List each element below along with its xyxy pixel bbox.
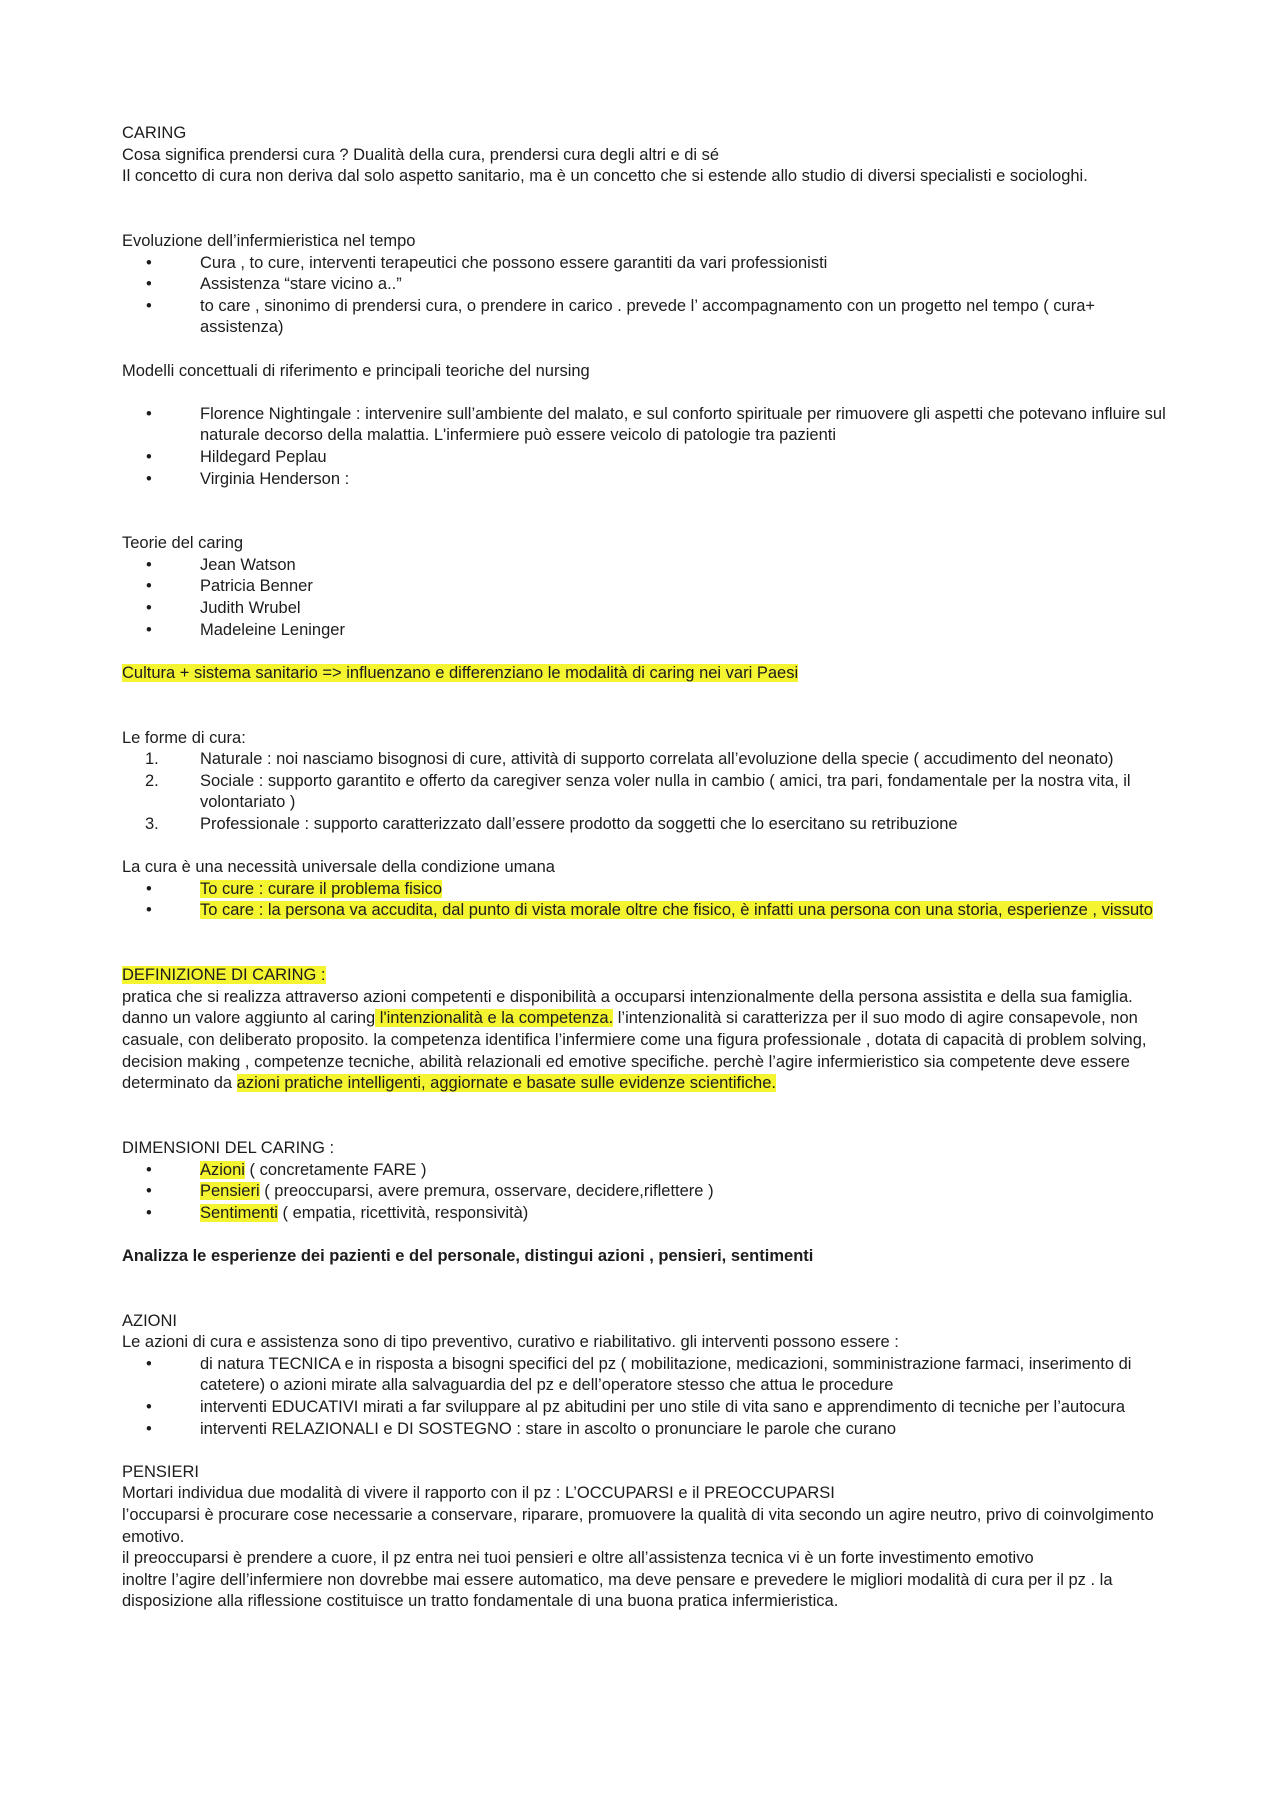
caring-line: Il concetto di cura non deriva dal solo aspetto sanitario, ma è un concetto che si estende allo studio di diversi specialisti e sociologhi. bbox=[122, 167, 1088, 186]
azioni-heading: AZIONI bbox=[122, 1311, 178, 1330]
azioni-list bbox=[122, 1354, 1172, 1440]
list-item bbox=[122, 598, 1172, 620]
forme-list bbox=[122, 749, 1172, 835]
dimensioni-list bbox=[122, 1160, 1172, 1225]
bullet-marker: • bbox=[146, 1203, 152, 1222]
necessita-heading: La cura è una necessità universale della condizione umana bbox=[122, 858, 555, 877]
list-item bbox=[122, 404, 1172, 447]
highlighted-text: l'intenzionalità e la competenza. bbox=[375, 1009, 614, 1028]
list-item bbox=[122, 900, 1172, 922]
list-item bbox=[122, 576, 1172, 598]
teorie-heading: Teorie del caring bbox=[122, 534, 244, 553]
list-item bbox=[122, 814, 1172, 836]
list-item-text: interventi RELAZIONALI e DI SOSTEGNO : stare in ascolto o pronunciare le parole che curano bbox=[200, 1419, 897, 1438]
list-item bbox=[122, 296, 1172, 339]
list-item-text: Naturale : noi nasciamo bisognosi di cure, attività di supporto correlata all’evoluzione della specie ( accudimento del neonato) bbox=[200, 750, 1114, 769]
list-item-text: Virginia Henderson : bbox=[200, 469, 350, 488]
pensieri-line: il preoccuparsi è prendere a cuore, il pz entra nei tuoi pensieri e oltre all’assistenza tecnica vi è un forte investimento emotivo bbox=[122, 1549, 1034, 1568]
list-item-text: interventi EDUCATIVI mirati a far sviluppare al pz abitudini per uno stile di vita sano e apprendimento di tecniche per l’autocura bbox=[200, 1398, 1126, 1417]
highlighted-term: Sentimenti bbox=[200, 1203, 278, 1222]
list-item bbox=[122, 1203, 1172, 1225]
bullet-marker: • bbox=[146, 1354, 152, 1373]
bullet-marker: • bbox=[146, 879, 152, 898]
list-item-text: ( empatia, ricettività, responsività) bbox=[277, 1203, 529, 1222]
list-item bbox=[122, 469, 1172, 491]
highlighted-text: Cultura + sistema sanitario => influenzano e differenziano le modalità di caring nei vari Paesi bbox=[122, 663, 799, 682]
bullet-marker: • bbox=[146, 1182, 152, 1201]
pensieri-line: l’occuparsi è procurare cose necessarie a conservare, riparare, promuovere la qualità di vita secondo un agire neutro, privo di coinvolgimento emotivo. bbox=[122, 1506, 1154, 1546]
list-item bbox=[122, 771, 1172, 814]
highlighted-term: Azioni bbox=[200, 1160, 245, 1179]
bullet-marker: • bbox=[146, 599, 152, 618]
cultura-line bbox=[122, 663, 1172, 685]
paragraph-text: danno un valore aggiunto al caring bbox=[122, 1009, 376, 1028]
number-marker: 3. bbox=[145, 815, 159, 833]
definizione-heading bbox=[122, 965, 1172, 987]
necessita-list bbox=[122, 879, 1172, 922]
bullet-marker: • bbox=[146, 1419, 152, 1438]
caring-line: Cosa significa prendersi cura ? Dualità della cura, prendersi cura degli altri e di sé bbox=[122, 145, 720, 164]
list-item bbox=[122, 1419, 1172, 1441]
bullet-marker: • bbox=[146, 404, 152, 423]
pensieri-line: inoltre l’agire dell’infermiere non dovrebbe mai essere automatico, ma deve pensare e prevedere le migliori modalità di cura per il pz . la disposizione alla riflessione costituisce un tratto fondamentale di una buona pratica infermieristica. bbox=[122, 1570, 1113, 1611]
evoluzione-heading: Evoluzione dell’infermieristica nel tempo bbox=[122, 231, 416, 250]
list-item-text: Cura , to cure, interventi terapeutici che possono essere garantiti da vari professionisti bbox=[200, 253, 828, 272]
list-item-text: ( preoccuparsi, avere premura, osservare, decidere,riflettere ) bbox=[259, 1182, 714, 1201]
list-item bbox=[122, 1181, 1172, 1203]
forme-heading: Le forme di cura: bbox=[122, 728, 246, 747]
list-item-text: Sociale : supporto garantito e offerto da caregiver senza voler nulla in cambio ( amici, tra pari, fondamentale per la nostra vita, il volontariato ) bbox=[200, 771, 1131, 812]
list-item-text: Jean Watson bbox=[200, 555, 296, 574]
paragraph-text: l’intenzionalità si caratterizza per il suo modo di agire consapevole, non casuale, con deliberato proposito. la competenza identifica l’infermiere come una figura professionale , dotata di capacità di problem solving, decision making , competenze tecniche, abilità relazionali ed emotive specifiche. perchè l’agire infermieristico sia competente deve essere determinato da bbox=[122, 1009, 1147, 1093]
list-item-text: to care , sinonimo di prendersi cura, o prendere in carico . prevede l’ accompagnamento con un progetto nel tempo ( cura+ assistenza) bbox=[200, 296, 1096, 337]
list-item bbox=[122, 749, 1172, 771]
pensieri-line: Mortari individua due modalità di vivere il rapporto con il pz : L’OCCUPARSI e il PREOCCUPARSI bbox=[122, 1484, 835, 1503]
list-item-text: Florence Nightingale : intervenire sull’ambiente del malato, e sul conforto spirituale per rimuovere gli aspetti che potevano influire sul naturale decorso della malattia. L'infermiere può essere veicolo di patologie tra pazienti bbox=[200, 404, 1166, 445]
azioni-intro: Le azioni di cura e assistenza sono di tipo preventivo, curativo e riabilitativo. gli interventi possono essere : bbox=[122, 1333, 899, 1352]
pensieri-heading: PENSIERI bbox=[122, 1462, 200, 1481]
list-item bbox=[122, 1160, 1172, 1182]
modelli-list bbox=[122, 404, 1172, 490]
definizione-paragraph bbox=[122, 1008, 1172, 1094]
list-item bbox=[122, 274, 1172, 296]
teorie-list bbox=[122, 555, 1172, 641]
highlighted-text: DEFINIZIONE DI CARING : bbox=[122, 966, 326, 985]
list-item-text: Madeleine Leninger bbox=[200, 620, 345, 639]
number-marker: 2. bbox=[145, 771, 159, 790]
bullet-marker: • bbox=[146, 275, 152, 294]
highlighted-text: To cure : curare il problema fisico bbox=[200, 879, 443, 898]
document-body bbox=[122, 123, 1172, 1613]
bullet-marker: • bbox=[146, 296, 152, 315]
list-item bbox=[122, 620, 1172, 642]
list-item bbox=[122, 447, 1172, 469]
highlighted-text: To care : la persona va accudita, dal punto di vista morale oltre che fisico, è infatti una persona con una storia, esperienze , vissuto bbox=[200, 901, 1153, 920]
definizione-paragraph: pratica che si realizza attraverso azioni competenti e disponibilità a occuparsi intenzionalmente della persona assistita e della sua famiglia. bbox=[122, 987, 1133, 1006]
list-item-text: ( concretamente FARE ) bbox=[244, 1160, 427, 1179]
bullet-marker: • bbox=[146, 1160, 152, 1179]
list-item-text: Hildegard Peplau bbox=[200, 447, 327, 466]
list-item-text: Assistenza “stare vicino a..” bbox=[200, 275, 402, 294]
bullet-marker: • bbox=[146, 253, 152, 272]
list-item bbox=[122, 555, 1172, 577]
dimensioni-heading: DIMENSIONI DEL CARING : bbox=[122, 1138, 335, 1157]
number-marker: 1. bbox=[145, 750, 159, 769]
bullet-marker: • bbox=[146, 555, 152, 574]
bullet-marker: • bbox=[146, 447, 152, 466]
bullet-marker: • bbox=[146, 469, 152, 488]
list-item bbox=[122, 1354, 1172, 1397]
analizza-line: Analizza le esperienze dei pazienti e del personale, distingui azioni , pensieri, sentimenti bbox=[122, 1246, 814, 1265]
highlighted-term: Pensieri bbox=[200, 1182, 260, 1201]
list-item-text: Professionale : supporto caratterizzato dall’essere prodotto da soggetti che lo esercitano su retribuzione bbox=[200, 815, 958, 833]
evoluzione-list bbox=[122, 253, 1172, 339]
list-item-text: Patricia Benner bbox=[200, 577, 313, 596]
list-item-text: Judith Wrubel bbox=[200, 599, 301, 618]
caring-title: CARING bbox=[122, 124, 187, 142]
list-item-text: di natura TECNICA e in risposta a bisogni specifici del pz ( mobilitazione, medicazioni, somministrazione farmaci, inserimento di catetere) o azioni mirate alla salvaguardia del pz e dell’operatore stesso che attua le procedure bbox=[200, 1354, 1132, 1395]
bullet-marker: • bbox=[146, 577, 152, 596]
modelli-heading: Modelli concettuali di riferimento e principali teoriche del nursing bbox=[122, 361, 590, 380]
bullet-marker: • bbox=[146, 901, 152, 920]
highlighted-text: azioni pratiche intelligenti, aggiornate e basate sulle evidenze scientifiche. bbox=[236, 1074, 776, 1093]
list-item bbox=[122, 879, 1172, 901]
bullet-marker: • bbox=[146, 620, 152, 639]
list-item bbox=[122, 1397, 1172, 1419]
list-item bbox=[122, 253, 1172, 275]
bullet-marker: • bbox=[146, 1398, 152, 1417]
